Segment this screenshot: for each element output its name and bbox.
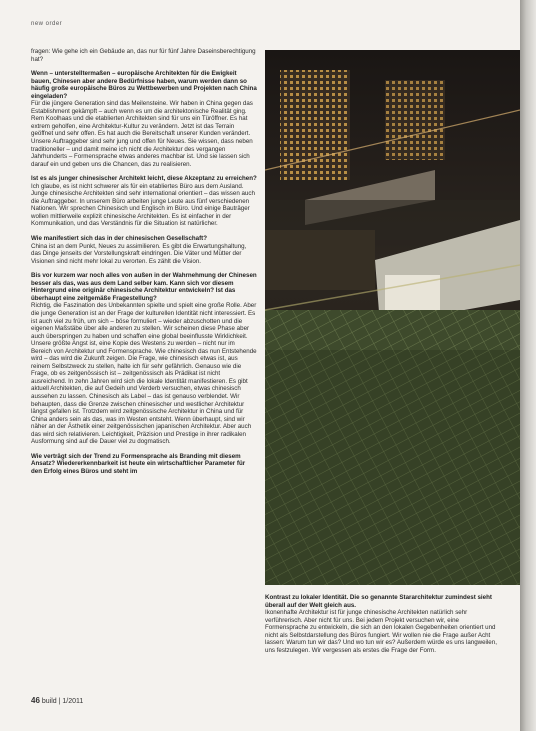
question-5: Wie verträgt sich der Trend zu Formensprache als Branding mit diesem Ansatz? Wiedererkennbarkeit ist heute ein wirtschaftlicher Parameter für den Erfolg eines Büros und steht im (31, 452, 246, 475)
answer-4: Richtig, die Faszination des Unbekannten spielte und spielt eine große Rolle. Aber die junge Generation ist an der Frage der kulturellen Identität nicht interessiert. Es ist auch viel zu früh, um sich – böse formuliert – wieder abzuschotten und die eigenen Maßstäbe über alle anderen zu stellen. Wir scheinen diese Phase aber auch überspringen zu haben und schaffen eine global beeinflusste Wirklichkeit. Unsere größte Angst ist, eine Kopie des Westens zu werden – nicht nur im Bereich von Architektur und Formensprache. Wie chinesisch das nun Entstehende wird – das wird die Zukunft zeigen. Die Frage, wie chinesisch etwas ist, aus reinem Selbstzweck zu stellen, halte ich für sehr gefährlich. Genauso wie die Frage, ob es zeitgenössisch ist – zeitgenössisch als Prädikat ist nicht ausreichend. In zehn Jahren wird sich die lokale Identität manifestieren. Es gibt aktuell Architekten, die auf Gedeih und Verderb versuchen, etwas chinesisch aussehen zu lassen. Chinesisch als Label – das ist genauso verblendet. Wir behaupten, dass die Grenze zwischen chinesischer und westlicher Architektur längst gefallen ist. Trotzdem wird zeitgenössische Architektur in China und für China anders sein als das, was im Westen entsteht. Wenn überhaupt, sind wir näher an der Ästhetik einer zeitgenössischen japanischen Architektur. Aber auch das wird sich relativieren. Leichtigkeit, Präzision und Prestige in ihrer radikalen Ausformung sind auf die Dauer viel zu dogmatisch. (31, 302, 257, 446)
page-number: 46 (31, 696, 40, 705)
answer-3: China ist an dem Punkt, Neues zu assimilieren. Es gibt die Erwartungshaltung, das Dinge jenseits der Vorstellungskraft eindringen. Die Väter und Mütter der Visionen sind nicht mehr lokal zu verorten. Es zählt die Vision. (31, 242, 247, 265)
intro-paragraph: fragen: Wie gehe ich ein Gebäude an, das nur für fünf Jahre Daseinsberechtigung hat? (31, 48, 256, 63)
magazine-name: build (41, 698, 57, 705)
issue-number: 1/2011 (62, 698, 84, 705)
book-gutter (520, 0, 536, 731)
answer-5: Ikonenhafte Architektur ist für junge chinesische Architekten natürlich sehr verführerisch. Aber nicht für uns. Bei jedem Projekt versuchen wir, eine Formensprache zu entwickeln, die sich an den lokalen Gegebenheiten orientiert und nicht als Selbstdarstellung des Büros fungiert. Wir wollen nie die Frage außer Acht lassen: Warum tun wir das? Und wo tun wir es? Außerdem würde es uns langweilen, uns festzulegen. Wir vergessen als erstes die Frage der Form. (265, 609, 497, 654)
question-3: Wie manifestiert sich das in der chinesischen Gesellschaft? (31, 235, 208, 243)
answer-2: Ich glaube, es ist nicht schwerer als für ein etabliertes Büro aus dem Ausland. Junge chinesische Architekten sind sehr international orientiert – das wissen auch die Auftraggeber. In unserem Büro arbeiten junge Leute aus fünf verschiedenen Nationen. Wir sprechen Chinesisch und Englisch im Büro. Und einige Bauträger wollen mittlerweile explizit chinesische Architekten. Es ist einfacher in der Kommunikation, und das Verständnis für die Situation ist natürlicher. (31, 182, 255, 228)
night-city-photo (265, 50, 520, 585)
answer-1: Für die jüngere Generation sind das Meilensteine. Wir haben in China gegen das Establishment gekämpft – auch wenn es um die architektonische Realität ging. Rem Koolhaas und die etablierten Architekten sind für uns ein Türöffner. Es hat extrem geholfen, eine Architektur-Kultur zu verändern. Jetzt ist das Terrain geöffnet und sehr offen. Es hat auch die Bereitschaft unserer Kunden verändert. Unsere Auftraggeber sind sehr jung und offen für Neues. Sie wissen, dass neben traditioneller – und damit meine ich nicht die Architektur des vergangen Jahrhunderts – Formensprache etwas anderes machbar ist. Und sie lassen sich darauf ein und geben uns die Chancen, das zu realisieren. (31, 100, 253, 168)
question-1: Wenn – unterstelltermaßen – europäische Architekten für die Ewigkeit bauen, Chinesen aber andere Bedürfnisse haben, warum werden dann so häufig große europäische Büros zu Wettbewerben und Projekten nach China eingeladen? (31, 70, 257, 100)
section-label: new order (31, 21, 63, 27)
question-5-continued: Kontrast zu lokaler Identität. Die so genannte Stararchitektur zumindest sieht überall auf der Welt gleich aus. (265, 594, 492, 609)
footer-divider: | (58, 698, 61, 705)
question-2: Ist es als junger chinesischer Architekt leicht, diese Akzeptanz zu erreichen? (31, 175, 257, 183)
page-footer (31, 696, 83, 705)
photo-illustration (265, 50, 520, 585)
right-text-column (265, 594, 499, 654)
left-text-column (31, 48, 257, 482)
question-4: Bis vor kurzem war noch alles von außen in der Wahrnehmung der Chinesen besser als das, was aus dem Land selber kam. Kann sich vor diesem Hintergrund eine originär chinesische Architektur entwickeln? Ist das überhaupt eine zeitgemäße Fragestellung? (31, 272, 257, 302)
